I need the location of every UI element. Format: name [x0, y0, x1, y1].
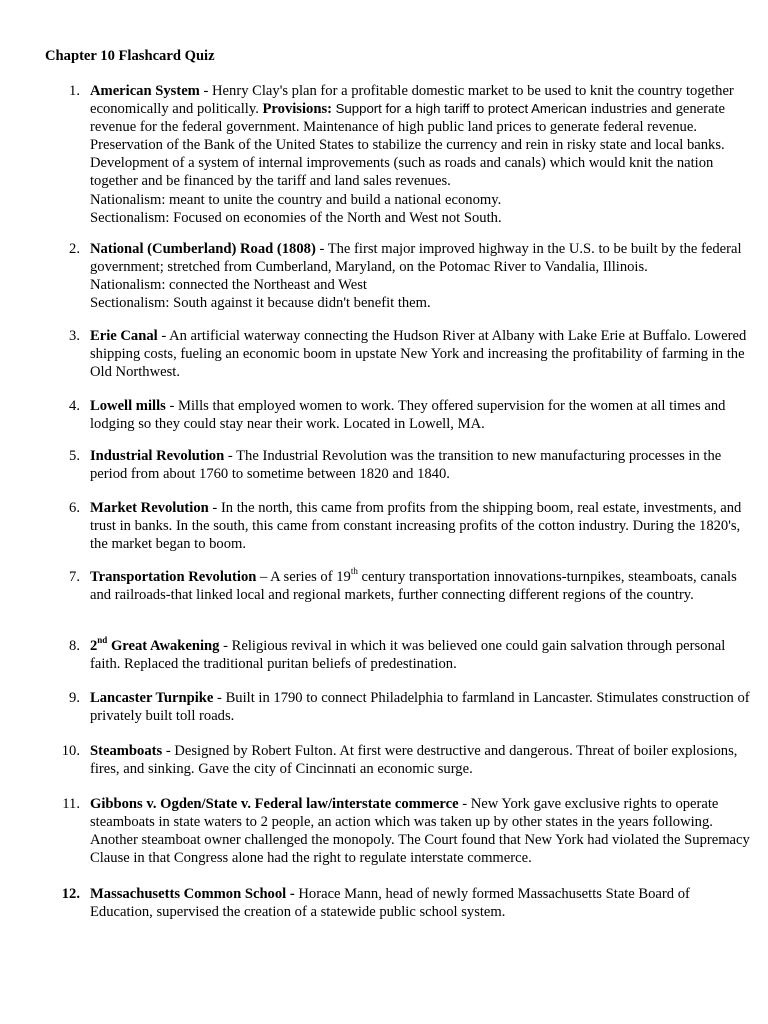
item-separator: -: [157, 328, 170, 344]
item-definition: New York gave exclusive rights to operate steamboats in state waters to 2 people, an action which was taken up by other states in the years following. Another steamboat owner challenged the monopoly. The Court found that New York had violated the Supremacy Clause in that Congress alone had the right to regulate interstate commerce.: [90, 796, 750, 867]
nationalism-note: Nationalism: connected the Northeast and West: [90, 277, 367, 294]
item-number: 8.: [69, 638, 80, 654]
item-number: 11.: [62, 796, 80, 812]
item-number: 10.: [61, 743, 80, 759]
item-body: [90, 742, 750, 778]
item-body: [90, 568, 750, 604]
item-definition-pre: A series of 19: [270, 569, 351, 585]
item-number: 2.: [69, 241, 80, 257]
item-number: 3.: [69, 328, 80, 344]
provisions-label: Provisions:: [262, 101, 332, 118]
item-separator: -: [165, 398, 178, 414]
item-term: Lancaster Turnpike: [90, 690, 214, 706]
item-definition-continued: industries and generate revenue for the federal government. Maintenance of high public land prices to generate federal revenue. Preservation of the Bank of the United States to stabilize the currency and rein in risky state and local banks. Development of a system of internal improvements (such as roads and canals) which would knit the nation together and be financed by the tariff and land sales revenues.: [90, 101, 726, 190]
item-separator: -: [315, 241, 328, 257]
item-separator: –: [256, 569, 271, 585]
item-body: [90, 327, 750, 381]
item-number: 9.: [69, 690, 80, 706]
item-definition: Designed by Robert Fulton. At first were destructive and dangerous. Threat of boiler explosions, fires, and sinking. Gave the city of Cincinnati an economic surge.: [90, 743, 738, 778]
item-term: National (Cumberland) Road (1808): [90, 241, 316, 257]
item-separator: -: [286, 886, 299, 902]
item-term: Gibbons v. Ogden/State v. Federal law/interstate commerce: [90, 796, 459, 812]
item-definition: The Industrial Revolution was the transition to new manufacturing processes in the period from about 1760 to sometime between 1820 and 1840.: [90, 448, 722, 483]
item-number: 4.: [69, 398, 80, 414]
item-number: 7.: [69, 569, 80, 585]
ordinal-superscript: th: [350, 566, 358, 577]
item-number: 5.: [69, 448, 80, 464]
item-definition: In the north, this came from profits from the shipping boom, real estate, investments, and trust in banks. In the south, this came from constant increasing profits of the cotton industry. During the 1820's, the market began to boom.: [90, 500, 742, 553]
item-term: Great Awakening: [107, 638, 220, 654]
item-term: Lowell mills: [90, 398, 166, 414]
item-body: [90, 885, 750, 921]
item-body: [90, 397, 750, 433]
item-definition: century transportation innovations-turnpikes, steamboats, canals and railroads-that linked local and regional markets, further connecting different regions of the country.: [90, 569, 737, 604]
item-term: American System: [90, 83, 200, 99]
item-definition: Horace Mann, head of newly formed Massachusetts State Board of Education, supervised the creation of a statewide public school system.: [90, 886, 690, 921]
item-body: [90, 447, 750, 483]
nationalism-note: Nationalism: meant to unite the country and build a national economy.: [90, 191, 502, 208]
item-term-pre: 2: [90, 638, 98, 654]
sectionalism-note: Sectionalism: Focused on economies of the North and West not South.: [90, 209, 502, 226]
item-body: [90, 82, 750, 227]
item-number: 6.: [69, 500, 80, 516]
item-term: Steamboats: [90, 743, 163, 759]
item-number: 1.: [69, 83, 80, 99]
item-term: Massachusetts Common School: [90, 886, 287, 902]
item-separator: -: [199, 83, 213, 99]
item-term: Transportation Revolution: [90, 569, 257, 585]
item-separator: -: [224, 448, 237, 464]
page-title: Chapter 10 Flashcard Quiz: [45, 48, 215, 64]
item-body: [90, 637, 750, 673]
item-body: [90, 499, 750, 553]
item-definition: Henry Clay's plan for a profitable domestic market to be used to knit the country together economically and politically.: [90, 83, 734, 118]
item-separator: -: [458, 796, 471, 812]
item-definition: Mills that employed women to work. They offered supervision for the women at all times and lodging so they could stay near their work. Located in Lowell, MA.: [90, 398, 726, 433]
item-body: [90, 689, 750, 725]
item-body: [90, 240, 750, 312]
item-number: 12.: [61, 886, 80, 902]
ordinal-superscript: nd: [97, 635, 108, 646]
item-definition: An artificial waterway connecting the Hudson River at Albany with Lake Erie at Buffalo. Lowered shipping costs, fueling an economic boom in upstate New York and increasing the profitability of farming in the Old Northwest.: [90, 328, 747, 381]
item-separator: -: [213, 690, 226, 706]
item-definition: Built in 1790 to connect Philadelphia to farmland in Lancaster. Stimulates construction of privately built toll roads.: [90, 690, 750, 725]
item-body: [90, 795, 750, 867]
sectionalism-note: Sectionalism: South against it because didn't benefit them.: [90, 295, 431, 312]
item-term: Erie Canal: [90, 328, 158, 344]
item-separator: -: [162, 743, 175, 759]
item-term: Industrial Revolution: [90, 448, 225, 464]
item-separator: -: [208, 500, 221, 516]
item-definition: Religious revival in which it was believed one could gain salvation through personal faith. Replaced the traditional puritan beliefs of predestination.: [90, 638, 726, 673]
provisions-text: Support for a high tariff to protect American: [335, 101, 587, 117]
item-definition: The first major improved highway in the U.S. to be built by the federal government; stretched from Cumberland, Maryland, on the Potomac River to Vandalia, Illinois.: [90, 241, 742, 276]
item-separator: -: [219, 638, 232, 654]
item-term: Market Revolution: [90, 500, 209, 516]
